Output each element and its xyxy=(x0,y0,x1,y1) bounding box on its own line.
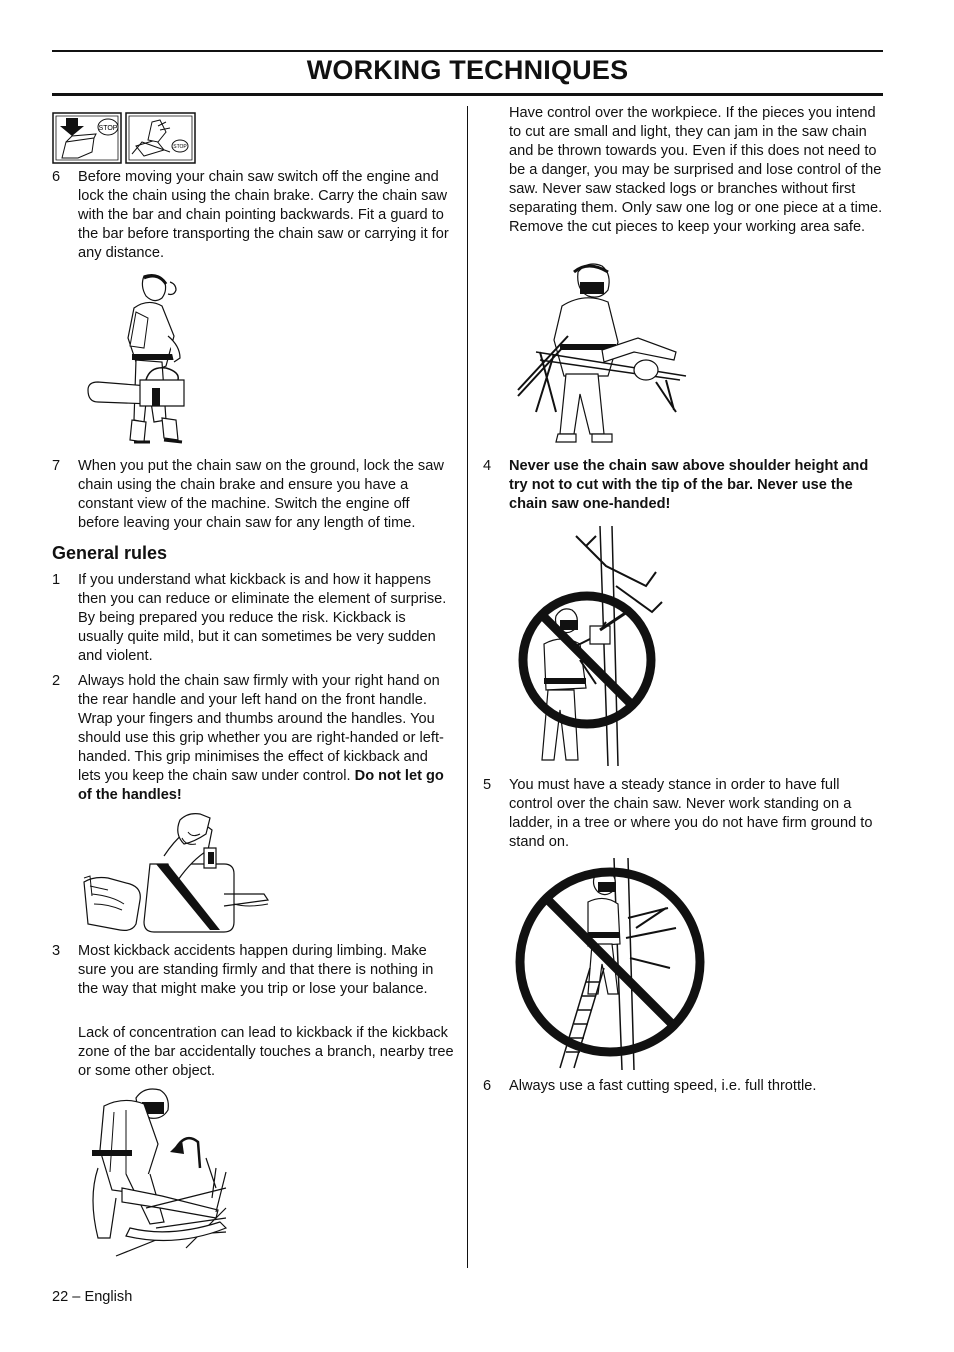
stop-sign-small-label: STOP xyxy=(173,144,187,150)
face-shield-icon xyxy=(580,282,604,294)
item-text-bold: Never use the chain saw above shoulder height and try not to cut with the tip of the bar. Never use the chain saw one-handed! xyxy=(509,458,869,512)
item-text: Before moving your chain saw switch off the engine and lock the chain using the chain brake. Carry the chain saw with the bar and chain pointing backwards. Fit a guard to the bar before transporting the chain saw or carrying it for any distance. xyxy=(78,169,449,261)
item-text: Lack of concentration can lead to kickback if the kickback zone of the bar accidentally touches a branch, nearby tree or some other object. xyxy=(78,1025,454,1079)
warning-icons xyxy=(52,112,196,164)
item-number: 2 xyxy=(52,673,61,689)
item-text xyxy=(78,672,454,805)
chainsaw-grip-illustration xyxy=(84,812,268,936)
item-number: 5 xyxy=(483,777,492,793)
item-text-body: Always hold the chain saw firmly with your right hand on the rear handle and your left hand on the front handle. Wrap your fingers and thumbs around the handles. You should use this grip whether you are right-handed or left-handed. This grip minimises the effect of kickback and lets you keep the chain saw under control. xyxy=(78,673,444,784)
item-number: 6 xyxy=(483,1078,492,1094)
prohibited-ladder-illustration xyxy=(516,858,708,1072)
item-number: 6 xyxy=(52,169,61,185)
paragraph-text: Have control over the workpiece. If the pieces you intend to cut are small and light, they can jam in the saw chain and be thrown towards you. Even if this does not need to be a danger, you may be surprised and lose control of the saw. Never saw stacked logs or branches without first separating them. Only saw one log or one piece at a time. Remove the cut pieces to keep your working area safe. xyxy=(509,105,883,235)
face-shield-icon xyxy=(560,620,578,630)
item-text: When you put the chain saw on the ground, lock the saw chain using the chain brake and ensure you have a constant view of the machine. Switch the engine off before leaving your chain saw for any length of time. xyxy=(78,458,444,531)
sawbuck-cutting-illustration xyxy=(516,262,692,454)
item-number: 7 xyxy=(52,458,61,474)
header-rule-bottom xyxy=(52,93,883,96)
item-text: You must have a steady stance in order to have full control over the chain saw. Never work standing on a ladder, in a tree or where you do not have firm ground to stand on. xyxy=(509,777,873,850)
item-text: Always use a fast cutting speed, i.e. full throttle. xyxy=(509,1078,817,1094)
item-text-bold: Do not let go of the handles! xyxy=(78,768,444,803)
page-title: WORKING TECHNIQUES xyxy=(306,55,629,85)
item-number: 1 xyxy=(52,572,61,588)
item-text: Most kickback accidents happen during limbing. Make sure you are standing firmly and that there is nothing in the way that might make you trip or lose your balance. xyxy=(78,943,434,997)
limbing-kickback-illustration xyxy=(86,1088,236,1266)
man-carrying-chainsaw-illustration xyxy=(84,272,194,454)
face-shield-icon xyxy=(598,882,616,892)
prohibited-above-shoulder-illustration xyxy=(516,526,666,770)
header-rule-top xyxy=(52,50,883,52)
item-number: 4 xyxy=(483,458,492,474)
section-heading: General rules xyxy=(52,543,168,563)
item-text: If you understand what kickback is and how it happens then you can reduce or eliminate the element of surprise. By being prepared you reduce the risk. Kickback is usually quite mild, but it can sometimes be very sudden and violent. xyxy=(78,572,447,664)
page-footer: 22 – English xyxy=(52,1289,133,1305)
stop-sign-label: STOP xyxy=(98,125,118,132)
column-divider xyxy=(467,106,468,1268)
item-number: 3 xyxy=(52,943,61,959)
